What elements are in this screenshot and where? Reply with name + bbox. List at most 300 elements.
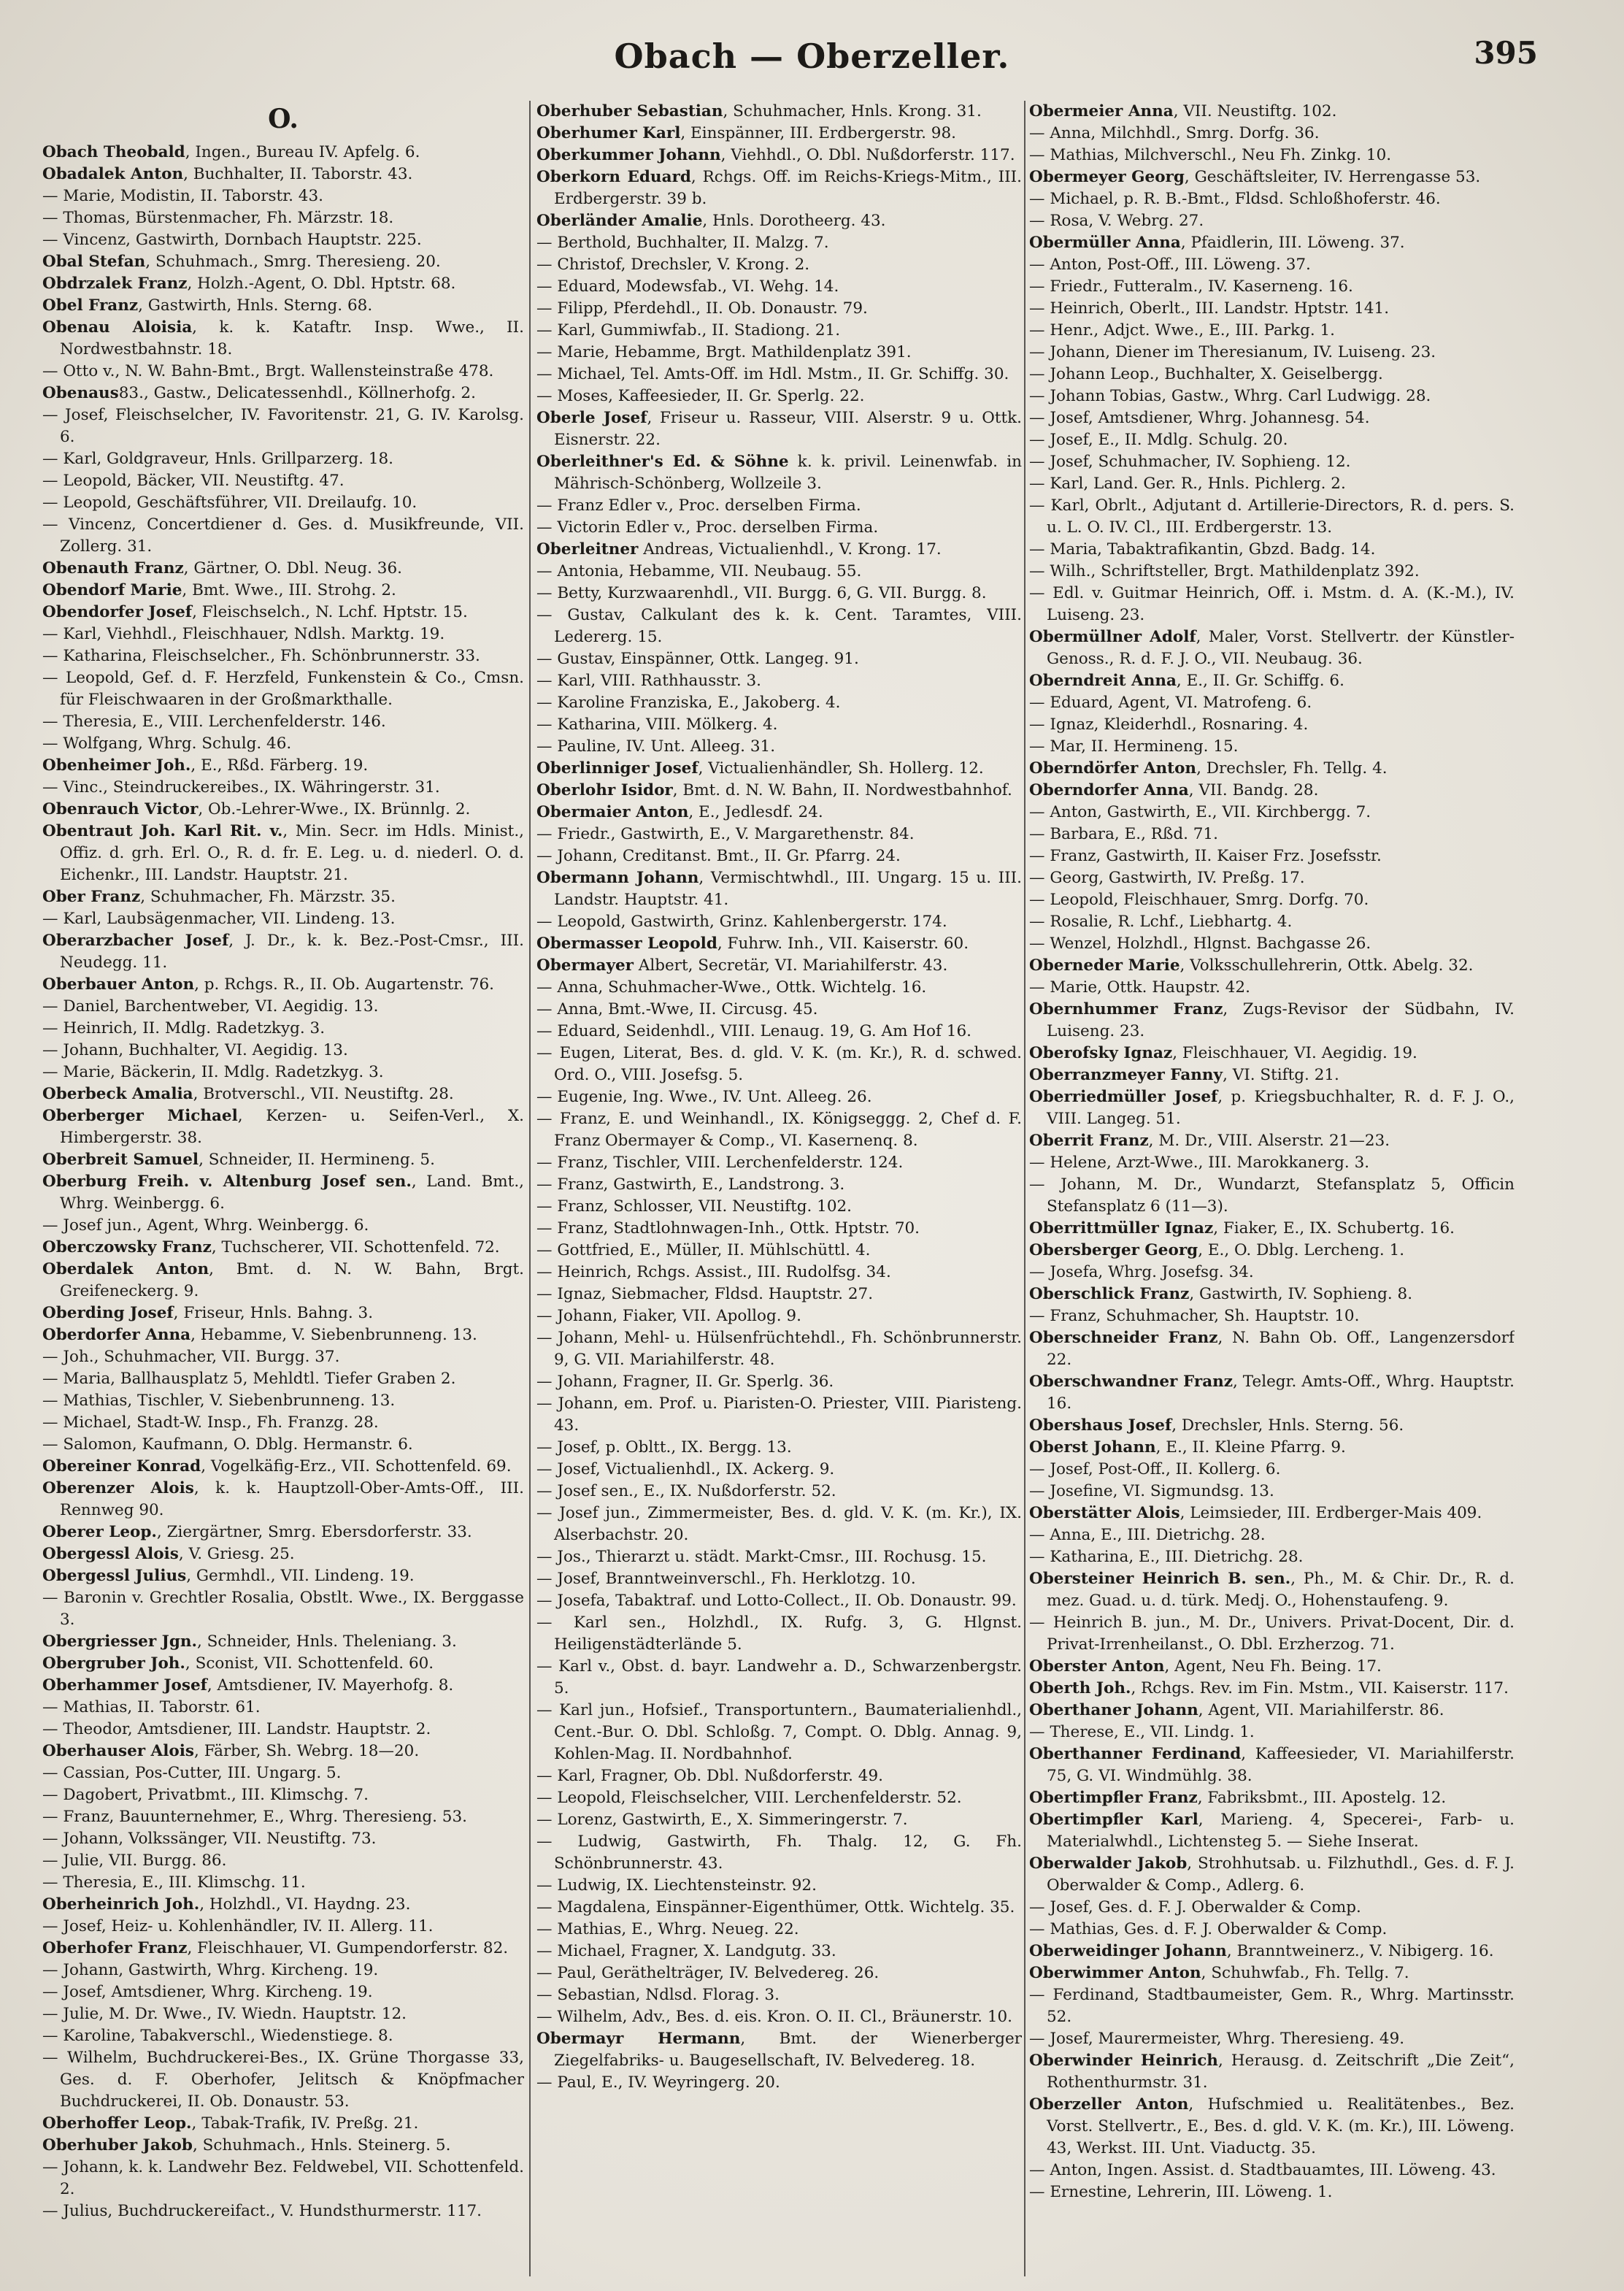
entry-details: , Land. Bmt., Whrg. Weinbergg. 6. bbox=[60, 1173, 524, 1213]
directory-entry bbox=[1029, 1152, 1515, 1174]
directory-entry bbox=[536, 758, 1022, 780]
directory-entry bbox=[42, 2047, 524, 2113]
entry-details: — Mathias, Milchverschl., Neu Fh. Zinkg. 10. bbox=[1029, 146, 1392, 164]
directory-entry bbox=[1029, 385, 1515, 407]
entry-details: — Franz, Gastwirth, II. Kaiser Frz. Josefsstr. bbox=[1029, 847, 1382, 865]
directory-entry bbox=[536, 736, 1022, 758]
directory-entry bbox=[536, 1196, 1022, 1218]
entry-details: , Bmt. d. N. W. Bahn, Brgt. Greifeneckerg. 9. bbox=[60, 1260, 524, 1300]
entry-details: , Gastwirth, Hnls. Sterng. 68. bbox=[138, 296, 373, 315]
directory-entry bbox=[42, 1938, 524, 1960]
entry-details: — Sebastian, Ndlsd. Florag. 3. bbox=[536, 1986, 780, 2004]
directory-entry bbox=[536, 561, 1022, 583]
directory-entry bbox=[1029, 1919, 1515, 1941]
entry-surname: Obdrzalek Franz bbox=[42, 275, 188, 293]
entry-details: — Johann, Volkssänger, VII. Neustiftg. 73. bbox=[42, 1830, 377, 1848]
directory-entry bbox=[536, 1700, 1022, 1765]
entry-surname: Obermüller Anna bbox=[1029, 234, 1181, 252]
directory-entry bbox=[42, 580, 524, 602]
directory-entry bbox=[42, 1981, 524, 2003]
entry-details: , Hebamme, V. Siebenbrunneng. 13. bbox=[191, 1326, 477, 1344]
directory-entry bbox=[1029, 1962, 1515, 1984]
directory-entry bbox=[536, 1327, 1022, 1371]
directory-entry bbox=[42, 383, 524, 404]
entry-details: — Katharina, VIII. Mölkerg. 4. bbox=[536, 715, 778, 734]
directory-entry bbox=[536, 145, 1022, 166]
entry-details: — Anton, Post-Off., III. Löweng. 37. bbox=[1029, 256, 1311, 274]
directory-entry bbox=[42, 974, 524, 996]
directory-entry bbox=[536, 1043, 1022, 1086]
entry-details: — Karl, Gummiwfab., II. Stadiong. 21. bbox=[536, 321, 841, 339]
entry-details: — Josef, Amtsdiener, Whrg. Kircheng. 19. bbox=[42, 1983, 373, 2001]
entry-details: — Karl sen., Holzhdl., IX. Rufg. 3, G. Hlgnst. Heiligenstädterlände 5. bbox=[536, 1613, 1022, 1654]
directory-entry bbox=[536, 1919, 1022, 1941]
directory-entry bbox=[536, 824, 1022, 845]
entry-surname: Oberranzmeyer Fanny bbox=[1029, 1066, 1223, 1084]
entry-details: — Johann, Gastwirth, Whrg. Kircheng. 19. bbox=[42, 1961, 379, 1979]
entry-surname: Obenaus bbox=[42, 384, 119, 402]
entry-details: , E., II. Kleine Pfarrg. 9. bbox=[1155, 1438, 1346, 1457]
entry-details: — Eduard, Agent, VI. Matrofeng. 6. bbox=[1029, 694, 1312, 712]
entry-surname: Obadalek Anton bbox=[42, 165, 184, 183]
entry-details: , Zugs-Revisor der Südbahn, IV. Luiseng. 23. bbox=[1047, 1000, 1515, 1040]
entry-details: — Johann, Creditanst. Bmt., II. Gr. Pfarrg. 24. bbox=[536, 847, 901, 865]
entry-details: — Franz Edler v., Proc. derselben Firma. bbox=[536, 496, 861, 515]
entry-details: , Ziergärtner, Smrg. Ebersdorferstr. 33. bbox=[156, 1523, 472, 1541]
entry-details: , Gärtner, O. Dbl. Neug. 36. bbox=[183, 559, 402, 577]
entry-surname: Oberhoffer Leop. bbox=[42, 2114, 192, 2133]
directory-entry bbox=[1029, 166, 1515, 188]
directory-entry bbox=[536, 1590, 1022, 1612]
directory-entry bbox=[1029, 1064, 1515, 1086]
entry-details: , Schuhmach., Smrg. Theresieng. 20. bbox=[145, 253, 441, 271]
entry-details: , Germhdl., VII. Lindeng. 19. bbox=[186, 1567, 415, 1585]
directory-entry bbox=[536, 933, 1022, 955]
directory-entry bbox=[42, 1543, 524, 1565]
directory-entry bbox=[42, 996, 524, 1018]
entry-details: , k. k. Hauptzoll-Ober-Amts-Off., III. Rennweg 90. bbox=[60, 1479, 524, 1519]
directory-entry bbox=[1029, 1086, 1515, 1130]
directory-entry bbox=[42, 1872, 524, 1894]
entry-details: — Victorin Edler v., Proc. derselben Firma. bbox=[536, 518, 879, 537]
entry-details: , Branntweinerz., V. Nibigerg. 16. bbox=[1226, 1942, 1494, 1960]
entry-details: , Geschäftsleiter, IV. Herrengasse 53. bbox=[1184, 168, 1481, 186]
entry-details: — Johann, em. Prof. u. Piaristen-O. Priester, VIII. Piaristeng. 43. bbox=[536, 1394, 1022, 1435]
entry-details: — Ludwig, IX. Liechtensteinstr. 92. bbox=[536, 1876, 817, 1895]
directory-entry bbox=[1029, 298, 1515, 320]
entry-details: — Thomas, Bürstenmacher, Fh. Märzstr. 18. bbox=[42, 209, 394, 227]
directory-entry bbox=[42, 930, 524, 974]
entry-details: , Rchgs. Rev. im Fin. Mstm., VII. Kaiserstr. 117. bbox=[1131, 1679, 1509, 1697]
entry-details: — Mathias, II. Taborstr. 61. bbox=[42, 1698, 261, 1716]
entry-details: , Fleischhauer, VI. Gumpendorferstr. 82. bbox=[187, 1939, 509, 1957]
entry-surname: Oberneder Marie bbox=[1029, 956, 1180, 975]
entry-details: — Gottfried, E., Müller, II. Mühlschüttl. 4. bbox=[536, 1241, 871, 1259]
directory-entry bbox=[1029, 1568, 1515, 1612]
entry-details: — Johann, Mehl- u. Hülsenfrüchtehdl., Fh. Schönbrunnerstr. 9, G. VII. Mariahilferstr. 48. bbox=[536, 1329, 1022, 1369]
directory-entry bbox=[536, 1656, 1022, 1700]
entry-details: — Helene, Arzt-Wwe., III. Marokkanerg. 3. bbox=[1029, 1154, 1370, 1172]
entry-surname: Obernhummer Franz bbox=[1029, 1000, 1223, 1018]
entry-details: , Hufschmied u. Realitätenbes., Bez. Vorst. Stellvertr., E., Bes. d. gld. V. K. (m. Kr.), III. Löweng. 43, Werkst. III. Unt. Viaductg. 35. bbox=[1047, 2095, 1515, 2157]
entry-details: , Kerzen- u. Seifen-Verl., X. Himbergerstr. 38. bbox=[60, 1107, 524, 1147]
entry-details: — Eugenie, Ing. Wwe., IV. Unt. Alleeg. 26. bbox=[536, 1088, 872, 1106]
directory-entry bbox=[536, 583, 1022, 605]
entry-surname: Oberbreit Samuel bbox=[42, 1151, 199, 1169]
entry-surname: Oberndorfer Anna bbox=[1029, 781, 1189, 799]
entry-surname: Obach Theobald bbox=[42, 143, 185, 161]
entry-details: — Franz, Tischler, VIII. Lerchenfelderstr. 124. bbox=[536, 1154, 904, 1172]
entry-surname: Oberleitner bbox=[536, 540, 639, 559]
directory-entry bbox=[42, 1368, 524, 1390]
directory-entry bbox=[42, 142, 524, 164]
entry-details: , Agent, Neu Fh. Being. 17. bbox=[1164, 1657, 1382, 1676]
directory-entry bbox=[1029, 824, 1515, 845]
entry-surname: Oberofsky Ignaz bbox=[1029, 1044, 1173, 1062]
directory-entry bbox=[1029, 1437, 1515, 1459]
entry-surname: Oberdalek Anton bbox=[42, 1260, 209, 1278]
entry-surname: Oberweidinger Johann bbox=[1029, 1942, 1227, 1960]
directory-entry bbox=[1029, 780, 1515, 802]
entry-details: , Telegr. Amts-Off., Whrg. Hauptstr. 16. bbox=[1047, 1373, 1515, 1413]
entry-details: — Josef, Victualienhdl., IX. Ackerg. 9. bbox=[536, 1460, 835, 1478]
entry-details: , Fleischhauer, VI. Aegidig. 19. bbox=[1172, 1044, 1417, 1062]
entry-details: — Josef, p. Obltt., IX. Bergg. 13. bbox=[536, 1438, 792, 1457]
directory-entry bbox=[42, 185, 524, 207]
entry-details: — Marie, Bäckerin, II. Mdlg. Radetzkyg. 3. bbox=[42, 1063, 384, 1081]
directory-entry bbox=[536, 1152, 1022, 1174]
entry-details: — Jos., Thierarzt u. städt. Markt-Cmsr., III. Rochusg. 15. bbox=[536, 1548, 987, 1566]
directory-entry bbox=[42, 1456, 524, 1478]
directory-entry bbox=[42, 1894, 524, 1916]
directory-entry bbox=[536, 320, 1022, 342]
entry-surname: Obal Stefan bbox=[42, 253, 146, 271]
entry-surname: Obermayr Hermann bbox=[536, 2030, 741, 2048]
entry-details: , Fleischselch., N. Lchf. Hptstr. 15. bbox=[192, 603, 468, 621]
directory-entry bbox=[42, 2113, 524, 2135]
directory-entry bbox=[536, 1984, 1022, 2006]
entry-details: , Schuhwfab., Fh. Tellg. 7. bbox=[1201, 1964, 1409, 1982]
entry-details: , Schuhmach., Hnls. Steinerg. 5. bbox=[192, 2136, 451, 2154]
entry-details: — Leopold, Fleischhauer, Smrg. Dorfg. 70. bbox=[1029, 891, 1369, 909]
entry-details: , k. k. Kataftr. Insp. Wwe., II. Nordwestbahnstr. 18. bbox=[60, 318, 524, 358]
entry-surname: Obergriesser Jgn. bbox=[42, 1632, 197, 1651]
directory-entry bbox=[42, 1784, 524, 1806]
entry-details: — Friedr., Gastwirth, E., V. Margarethenstr. 84. bbox=[536, 825, 915, 843]
entry-details: , Tuchscherer, VII. Schottenfeld. 72. bbox=[211, 1238, 500, 1256]
directory-entry bbox=[42, 1478, 524, 1521]
entry-details: — Leopold, Geschäftsführer, VII. Dreilaufg. 10. bbox=[42, 494, 417, 512]
directory-entry bbox=[536, 1283, 1022, 1305]
column-1 bbox=[42, 101, 524, 2284]
directory-entry bbox=[42, 1171, 524, 1215]
directory-entry bbox=[1029, 101, 1515, 123]
directory-entry bbox=[42, 1960, 524, 1981]
directory-entry bbox=[42, 2135, 524, 2157]
entry-details: — Mathias, Ges. d. F. J. Oberwalder & Comp. bbox=[1029, 1920, 1388, 1938]
entry-details: , VII. Neustiftg. 102. bbox=[1173, 102, 1337, 120]
entry-surname: Oberberger Michael bbox=[42, 1107, 238, 1125]
entry-details: , E., II. Gr. Schiffg. 6. bbox=[1176, 672, 1344, 690]
directory-entry bbox=[42, 1697, 524, 1719]
directory-entry bbox=[536, 385, 1022, 407]
entry-surname: Oberkummer Johann bbox=[536, 146, 721, 164]
entry-surname: Oberschlick Franz bbox=[1029, 1285, 1190, 1303]
entry-details: , M. Dr., VIII. Alserstr. 21—23. bbox=[1148, 1132, 1390, 1150]
directory-entry bbox=[1029, 276, 1515, 298]
running-title: Obach — Oberzeller. bbox=[614, 37, 1010, 76]
entry-details: , Fabriksbmt., III. Apostelg. 12. bbox=[1197, 1789, 1447, 1807]
directory-entry bbox=[536, 867, 1022, 911]
directory-entry bbox=[536, 1459, 1022, 1481]
entry-details: — Paul, Geräthelträger, IV. Belvedereg. 26. bbox=[536, 1964, 880, 1982]
entry-surname: Oberbeck Amalia bbox=[42, 1085, 193, 1103]
entry-surname: Obel Franz bbox=[42, 296, 139, 315]
entry-details: — Franz, Schuhmacher, Sh. Hauptstr. 10. bbox=[1029, 1307, 1360, 1325]
entry-details: — Magdalena, Einspänner-Eigenthümer, Ottk. Wichtelg. 35. bbox=[536, 1898, 1015, 1916]
directory-entry bbox=[1029, 407, 1515, 429]
directory-entry bbox=[536, 2028, 1022, 2072]
entry-details: — Marie, Modistin, II. Taborstr. 43. bbox=[42, 187, 323, 205]
entry-details: — Heinrich, II. Mdlg. Radetzkyg. 3. bbox=[42, 1019, 326, 1037]
entry-details: — Dagobert, Privatbmt., III. Klimschg. 7. bbox=[42, 1786, 369, 1804]
directory-entry bbox=[536, 1787, 1022, 1809]
directory-entry bbox=[536, 342, 1022, 364]
directory-entry bbox=[1029, 2050, 1515, 2094]
entry-details: — Maria, Tabaktrafikantin, Gbzd. Badg. 14. bbox=[1029, 540, 1376, 559]
entry-details: — Mathias, E., Whrg. Neueg. 22. bbox=[536, 1920, 799, 1938]
entry-details: — Anna, E., III. Dietrichg. 28. bbox=[1029, 1526, 1266, 1544]
entry-details: — Michael, Fragner, X. Landgutg. 33. bbox=[536, 1942, 836, 1960]
entry-surname: Obertimpfler Franz bbox=[1029, 1789, 1198, 1807]
directory-entry bbox=[42, 602, 524, 623]
entry-details: — Franz, Bauunternehmer, E., Whrg. Theresieng. 53. bbox=[42, 1808, 467, 1826]
entry-details: — Josef, Ges. d. F. J. Oberwalder & Comp. bbox=[1029, 1898, 1361, 1916]
entry-details: — Heinrich, Rchgs. Assist., III. Rudolfsg. 34. bbox=[536, 1263, 891, 1281]
directory-entry bbox=[1029, 1283, 1515, 1305]
entry-details: , Fuhrw. Inh., VII. Kaiserstr. 60. bbox=[717, 935, 969, 953]
directory-entry bbox=[42, 1105, 524, 1149]
directory-entry bbox=[536, 1503, 1022, 1546]
directory-entry bbox=[536, 210, 1022, 232]
directory-entry bbox=[1029, 1327, 1515, 1371]
entry-surname: Obersteiner Heinrich B. sen. bbox=[1029, 1570, 1291, 1588]
page-number: 395 bbox=[1474, 35, 1538, 71]
entry-surname: Obenrauch Victor bbox=[42, 800, 199, 818]
directory-entry bbox=[1029, 1043, 1515, 1064]
entry-details: — Eduard, Modewsfab., VI. Wehg. 14. bbox=[536, 277, 839, 296]
entry-details: — Anton, Gastwirth, E., VII. Kirchbergg. 7. bbox=[1029, 803, 1371, 821]
directory-entry bbox=[536, 1218, 1022, 1240]
entry-details: , Schneider, Hnls. Theleniang. 3. bbox=[197, 1632, 457, 1651]
entry-details: — Julie, VII. Burgg. 86. bbox=[42, 1851, 227, 1870]
entry-details: — Michael, Stadt-W. Insp., Fh. Franzg. 28. bbox=[42, 1413, 379, 1432]
entry-details: — Karl, VIII. Rathhausstr. 3. bbox=[536, 672, 762, 690]
directory-entry bbox=[536, 692, 1022, 714]
directory-entry bbox=[42, 2025, 524, 2047]
entry-details: — Katharina, Fleischselcher., Fh. Schönbrunnerstr. 33. bbox=[42, 647, 480, 665]
directory-entry bbox=[42, 1675, 524, 1697]
entry-details: , Rchgs. Off. im Reichs-Kriegs-Mitm., III. Erdbergerstr. 39 b. bbox=[554, 168, 1022, 208]
entry-details: — Karoline Franziska, E., Jakoberg. 4. bbox=[536, 694, 841, 712]
directory-entry bbox=[536, 254, 1022, 276]
directory-entry bbox=[536, 539, 1022, 561]
entry-details: — Ferdinand, Stadtbaumeister, Gem. R., Whrg. Martinsstr. 52. bbox=[1029, 1986, 1515, 2026]
entry-details: , Herausg. d. Zeitschrift „Die Zeit“, Rothenthurmstr. 31. bbox=[1047, 2052, 1515, 2092]
entry-details: — Julie, M. Dr. Wwe., IV. Wiedn. Hauptstr. 12. bbox=[42, 2005, 407, 2023]
directory-entry bbox=[42, 1259, 524, 1302]
entry-details: — Cassian, Pos-Cutter, III. Ungarg. 5. bbox=[42, 1764, 342, 1782]
entry-details: — Gustav, Einspänner, Ottk. Langeg. 91. bbox=[536, 650, 859, 668]
directory-entry bbox=[42, 295, 524, 317]
entry-details: , Leimsieder, III. Erdberger-Mais 409. bbox=[1179, 1504, 1482, 1522]
entry-details: — Anna, Milchhdl., Smrg. Dorfg. 36. bbox=[1029, 124, 1320, 142]
entry-details: — Julius, Buchdruckereifact., V. Hundsthurmerstr. 117. bbox=[42, 2202, 482, 2220]
directory-entry bbox=[1029, 1678, 1515, 1700]
entry-surname: Obermaier Anton bbox=[536, 803, 689, 821]
directory-entry bbox=[1029, 2028, 1515, 2050]
entry-details: — Marie, Hebamme, Brgt. Mathildenplatz 391. bbox=[536, 343, 912, 361]
entry-details: , Agent, VII. Mariahilferstr. 86. bbox=[1198, 1701, 1444, 1719]
entry-details: , Friseur u. Rasseur, VIII. Alserstr. 9 u. Ottk. Eisnerstr. 22. bbox=[554, 409, 1022, 449]
entry-details: — Karl, Obrlt., Adjutant d. Artillerie-Directors, R. d. pers. S. u. L. O. IV. Cl., III. Erdbergerstr. 13. bbox=[1029, 496, 1515, 537]
entry-details: — Josefa, Whrg. Josefsg. 34. bbox=[1029, 1263, 1254, 1281]
entry-details: , Vogelkäfig-Erz., VII. Schottenfeld. 69. bbox=[201, 1457, 512, 1475]
directory-entry bbox=[42, 1762, 524, 1784]
directory-entry bbox=[42, 1237, 524, 1259]
directory-entry bbox=[1029, 999, 1515, 1043]
entry-details: , p. Rchgs. R., II. Ob. Augartenstr. 76. bbox=[194, 975, 495, 994]
entry-details: — Franz, Schlosser, VII. Neustiftg. 102. bbox=[536, 1197, 853, 1216]
directory-entry bbox=[1029, 364, 1515, 385]
directory-entry bbox=[42, 821, 524, 886]
entry-details: — Wenzel, Holzhdl., Hlgnst. Bachgasse 26. bbox=[1029, 935, 1371, 953]
directory-entry bbox=[42, 492, 524, 514]
entry-details: — Josefa, Tabaktraf. und Lotto-Collect., II. Ob. Donaustr. 99. bbox=[536, 1592, 1017, 1610]
directory-entry bbox=[536, 714, 1022, 736]
entry-details: , Volksschullehrerin, Ottk. Abelg. 32. bbox=[1179, 956, 1474, 975]
entry-surname: Obereiner Konrad bbox=[42, 1457, 201, 1475]
directory-entry bbox=[42, 777, 524, 799]
directory-entry bbox=[536, 1021, 1022, 1043]
entry-details: , Schneider, II. Hermineng. 5. bbox=[199, 1151, 435, 1169]
directory-entry bbox=[536, 1765, 1022, 1787]
entry-details: , Min. Secr. im Hdls. Minist., Offiz. d. grh. Erl. O., R. d. fr. E. Leg. u. d. niederl. O. d. Eichenkr., III. Landstr. Hauptstr. 21. bbox=[60, 822, 524, 884]
directory-entry bbox=[42, 1916, 524, 1938]
directory-entry bbox=[1029, 802, 1515, 824]
directory-entry bbox=[42, 1828, 524, 1850]
entry-surname: Oberster Anton bbox=[1029, 1657, 1165, 1676]
entry-details: , J. Dr., k. k. Bez.-Post-Cmsr., III. Neudegg. 11. bbox=[60, 932, 524, 972]
directory-entry bbox=[536, 780, 1022, 802]
entry-details: — Josef, Heiz- u. Kohlenhändler, IV. II. Allerg. 11. bbox=[42, 1917, 434, 1935]
directory-entry bbox=[42, 1653, 524, 1675]
directory-entry bbox=[1029, 1984, 1515, 2028]
entry-details: , Ingen., Bureau IV. Apfelg. 6. bbox=[185, 143, 420, 161]
entry-surname: Obersberger Georg bbox=[1029, 1241, 1198, 1259]
entry-details: , Buchhalter, II. Taborstr. 43. bbox=[183, 165, 413, 183]
entry-surname: Obermeier Anna bbox=[1029, 102, 1174, 120]
entry-details: — Ludwig, Gastwirth, Fh. Thalg. 12, G. Fh. Schönbrunnerstr. 43. bbox=[536, 1833, 1022, 1873]
directory-entry bbox=[1029, 1656, 1515, 1678]
directory-entry bbox=[1029, 232, 1515, 254]
directory-entry bbox=[536, 276, 1022, 298]
entry-details: , Färber, Sh. Webrg. 18—20. bbox=[194, 1742, 420, 1760]
entry-surname: Oberhauser Alois bbox=[42, 1742, 195, 1760]
directory-entry bbox=[42, 1149, 524, 1171]
directory-entry bbox=[42, 1346, 524, 1368]
entry-details: — Anna, Bmt.-Wwe, II. Circusg. 45. bbox=[536, 1000, 818, 1018]
entry-details: — Franz, Stadtlohnwagen-Inh., Ottk. Hptstr. 70. bbox=[536, 1219, 920, 1237]
entry-details: , N. Bahn Ob. Off., Langenzersdorf 22. bbox=[1047, 1329, 1515, 1369]
directory-entry bbox=[42, 908, 524, 930]
entry-details: , Marieng. 4, Specerei-, Farb- u. Materialwhdl., Lichtensteg 5. — Siehe Inserat. bbox=[1047, 1811, 1515, 1851]
entry-surname: Obermayer bbox=[536, 956, 634, 975]
entry-details: — Theodor, Amtsdiener, III. Landstr. Hauptstr. 2. bbox=[42, 1720, 431, 1738]
directory-entry bbox=[42, 1741, 524, 1762]
directory-entry bbox=[536, 845, 1022, 867]
entry-details: , Strohhutsab. u. Filzhuthdl., Ges. d. F. J. Oberwalder & Comp., Adlerg. 6. bbox=[1047, 1854, 1515, 1895]
entry-details: — Joh., Schuhmacher, VII. Burgg. 37. bbox=[42, 1348, 340, 1366]
directory-entry bbox=[42, 667, 524, 711]
entry-details: — Josef, Branntweinverschl., Fh. Herklotzg. 10. bbox=[536, 1570, 916, 1588]
entry-details: , Amtsdiener, IV. Mayerhofg. 8. bbox=[207, 1676, 454, 1695]
entry-details: , Drechsler, Hnls. Sterng. 56. bbox=[1171, 1416, 1404, 1435]
directory-entry bbox=[1029, 1612, 1515, 1656]
directory-entry bbox=[1029, 342, 1515, 364]
entry-surname: Obentraut Joh. Karl Rit. v. bbox=[42, 822, 283, 840]
entry-details: — Josef, Maurermeister, Whrg. Theresieng. 49. bbox=[1029, 2030, 1405, 2048]
directory-entry bbox=[536, 1086, 1022, 1108]
entry-details: k. k. privil. Leinenwfab. in Mährisch-Schönberg, Wollzeile 3. bbox=[554, 453, 1022, 493]
entry-details: , Hnls. Dorotheerg. 43. bbox=[702, 212, 886, 230]
directory-entry bbox=[1029, 692, 1515, 714]
entry-surname: Obendorfer Josef bbox=[42, 603, 193, 621]
directory-entry bbox=[1029, 2181, 1515, 2203]
directory-entry bbox=[536, 802, 1022, 824]
directory-entry bbox=[536, 1875, 1022, 1897]
entry-surname: Oberschwandner Franz bbox=[1029, 1373, 1233, 1391]
entry-surname: Oberlohr Isidor bbox=[536, 781, 673, 799]
entry-details: , Pfaidlerin, III. Löweng. 37. bbox=[1180, 234, 1405, 252]
entry-details: — Karoline, Tabakverschl., Wiedenstiege. 8. bbox=[42, 2027, 393, 2045]
entry-details: — Rosa, V. Webrg. 27. bbox=[1029, 212, 1204, 230]
entry-details: — Ignaz, Siebmacher, Fldsd. Hauptstr. 27. bbox=[536, 1285, 874, 1303]
entry-details: — Franz, E. und Weinhandl., IX. Königseggg. 2, Chef d. F. Franz Obermayer & Comp., VI. Kasernenq. 8. bbox=[536, 1110, 1022, 1150]
entry-details: — Gustav, Calkulant des k. k. Cent. Taramtes, VIII. Ledererg. 15. bbox=[536, 606, 1022, 646]
directory-entry bbox=[42, 251, 524, 273]
entry-surname: Oberheinrich Joh. bbox=[42, 1895, 200, 1914]
directory-entry bbox=[42, 733, 524, 755]
entry-details: , E., Rßd. Färberg. 19. bbox=[191, 756, 369, 775]
directory-entry bbox=[42, 1390, 524, 1412]
directory-entry bbox=[1029, 561, 1515, 583]
directory-entry bbox=[536, 451, 1022, 495]
entry-details: — Franz, Gastwirth, E., Landstrong. 3. bbox=[536, 1175, 845, 1194]
directory-entry bbox=[42, 1412, 524, 1434]
directory-entry bbox=[1029, 320, 1515, 342]
entry-details: — Karl, Fragner, Ob. Dbl. Nußdorferstr. 49. bbox=[536, 1767, 883, 1785]
directory-entry bbox=[42, 164, 524, 185]
entry-surname: Oberzeller Anton bbox=[1029, 2095, 1189, 2114]
entry-details: — Lorenz, Gastwirth, E., X. Simmeringerstr. 7. bbox=[536, 1811, 908, 1829]
directory-entry bbox=[536, 999, 1022, 1021]
column-divider bbox=[1024, 101, 1025, 2276]
entry-details: — Mathias, Tischler, V. Siebenbrunneng. 13. bbox=[42, 1392, 396, 1410]
entry-details: , Vermischtwhdl., III. Ungarg. 15 u. III. Landstr. Hauptstr. 41. bbox=[554, 869, 1022, 909]
entry-details: — Leopold, Gef. d. F. Herzfeld, Funkenstein & Co., Cmsn. für Fleischwaaren in der Großmarkthalle. bbox=[42, 669, 524, 709]
entry-surname: Obendorf Marie bbox=[42, 581, 182, 599]
